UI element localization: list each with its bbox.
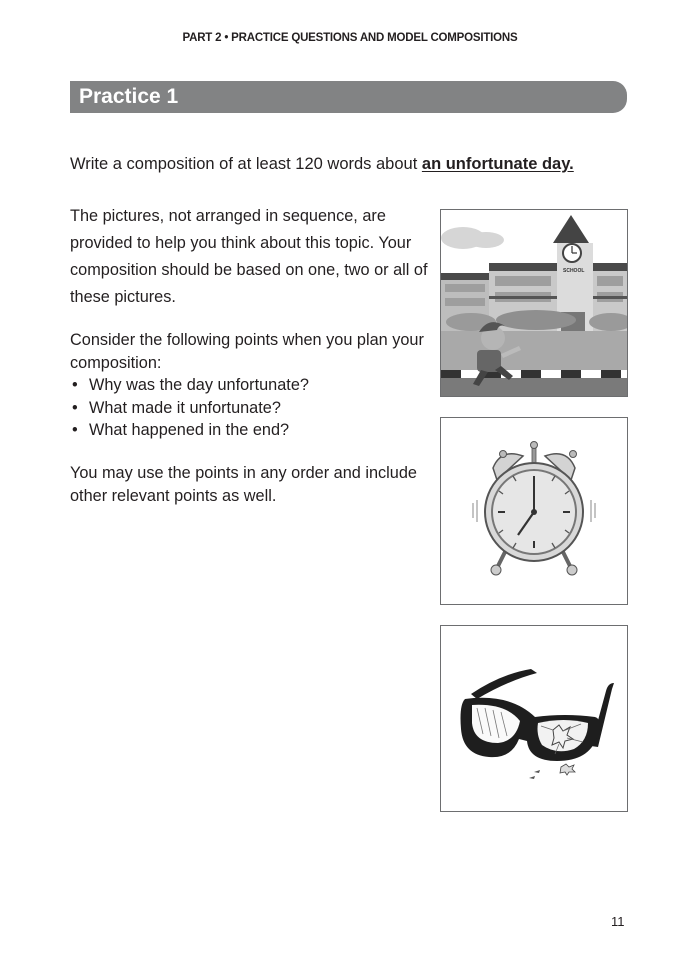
picture-ringing-alarm-clock bbox=[440, 417, 628, 605]
picture-broken-spectacles bbox=[440, 625, 628, 812]
instruction-text: Write a composition of at least 120 words about bbox=[70, 155, 422, 173]
guiding-point: • What made it unfortunate? bbox=[70, 397, 430, 420]
running-head: PART 2 • PRACTICE QUESTIONS AND MODEL COMPOSITIONS bbox=[182, 32, 518, 44]
closing-note: You may use the points in any order and include other relevant points as well. bbox=[70, 464, 417, 505]
guiding-point: • Why was the day unfortunate? bbox=[70, 374, 430, 397]
bullet-icon: • bbox=[72, 376, 78, 394]
composition-topic: an unfortunate day. bbox=[421, 155, 574, 173]
guiding-point: • What happened in the end? bbox=[70, 419, 430, 442]
alarm-clock-illustration bbox=[441, 418, 627, 604]
guiding-points-list bbox=[70, 374, 430, 442]
consider-points-block bbox=[70, 329, 430, 442]
bullet-icon: • bbox=[72, 421, 78, 439]
picture-boy-running-to-school bbox=[440, 209, 628, 397]
svg-text:SCHOOL: SCHOOL bbox=[563, 268, 585, 274]
section-title: Practice 1 bbox=[79, 85, 179, 108]
task-instruction bbox=[70, 153, 574, 175]
bullet-icon: • bbox=[72, 398, 78, 417]
broken-glasses-illustration bbox=[441, 626, 627, 811]
school-scene-illustration bbox=[441, 210, 627, 396]
pictures-note: The pictures, not arranged in sequence, are provided to help you think about this topic. Your composition should be based on one, two or all of these pictures. bbox=[70, 207, 428, 306]
consider-intro: Consider the following points when you plan your composition: bbox=[70, 331, 424, 372]
section-title-bar bbox=[70, 81, 627, 113]
page-number: 11 bbox=[611, 914, 625, 929]
